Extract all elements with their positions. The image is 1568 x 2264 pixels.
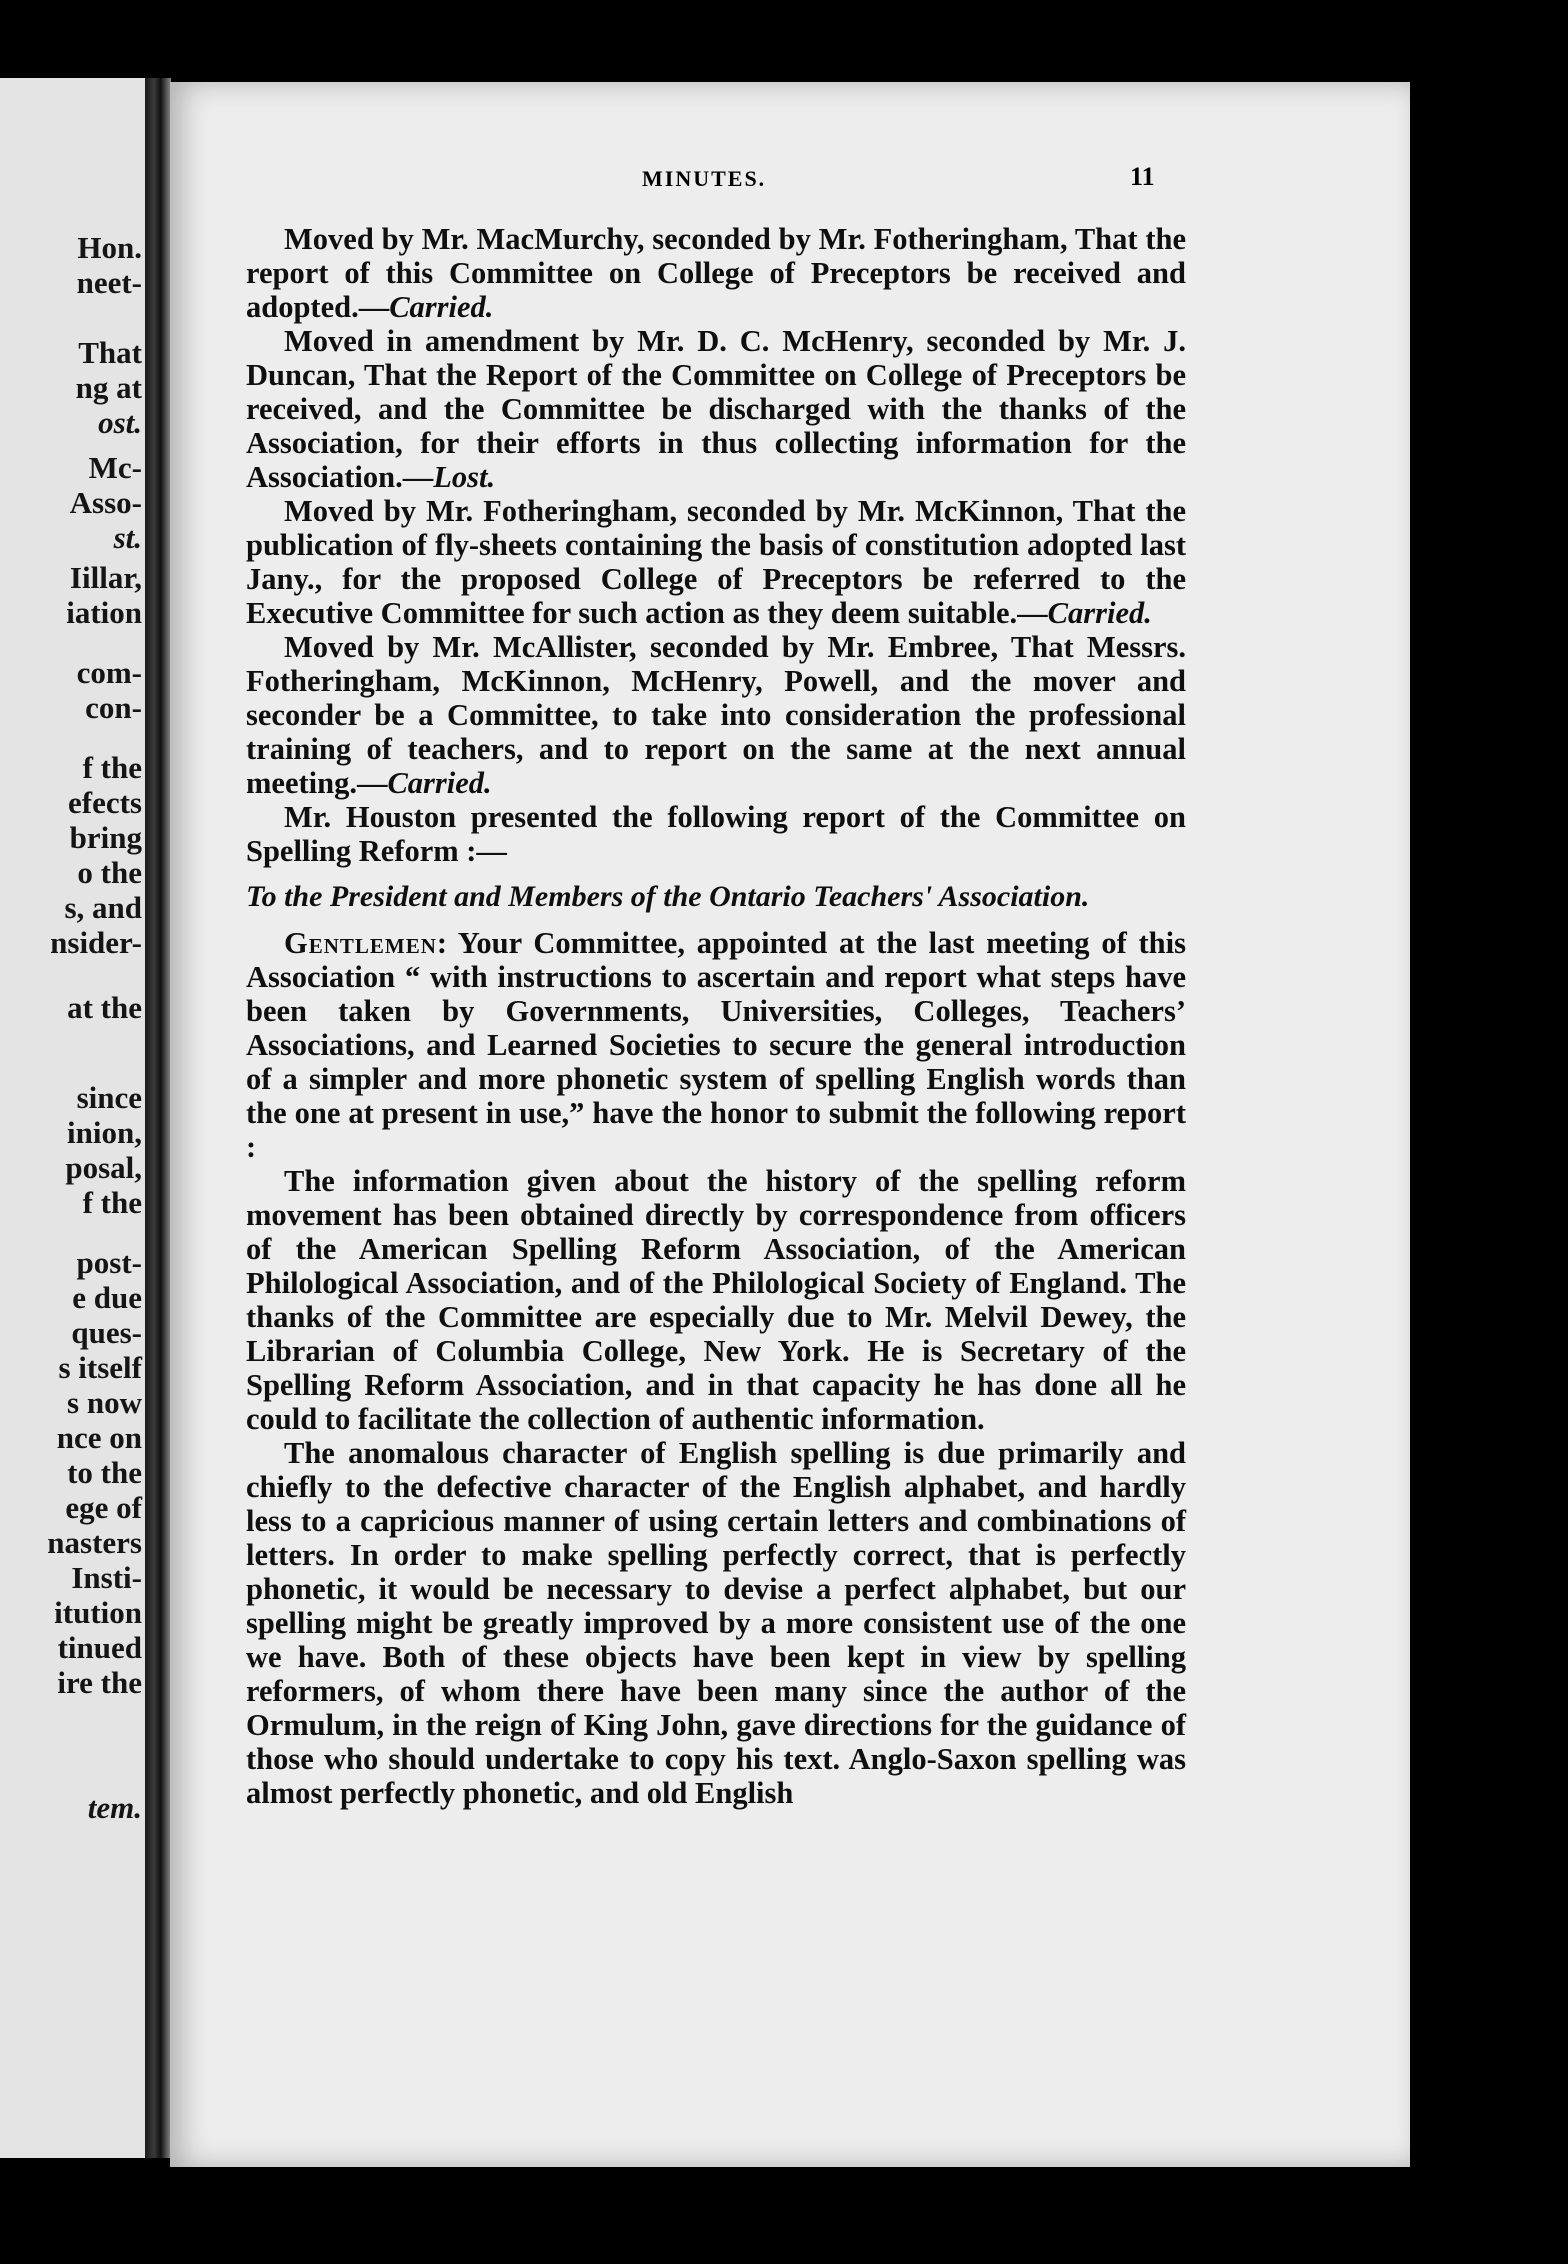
motion-verdict: Carried. [1047,596,1152,630]
paragraph-motion-1 [246,222,1186,324]
motion-verdict: Carried. [389,290,494,324]
running-head [170,162,1190,206]
salutation: Gentlemen [284,926,437,960]
facing-page-text-fragment: since [76,1080,142,1115]
paragraph-motion-2 [246,494,1186,630]
paragraph-text: Moved by Mr. McAllister, seconded by Mr. Embree, That Messrs. Fotheringham, McKinnon, McHenry, Powell, and the mover and seconder be a Committee, to take into consideration the professional training of teachers, and to report on the same at the next annual meeting.— [246,630,1186,800]
running-head-title: MINUTES. [642,166,767,191]
paragraph-motion-3 [246,630,1186,800]
facing-page-text-fragment: o the [77,855,142,890]
motion-verdict: Lost. [433,460,496,494]
facing-page-text-fragment: s, and [64,890,142,925]
report-heading: To the President and Members of the Ontario Teachers' Association. [246,880,1090,913]
facing-page-text-fragment: iation [66,595,142,630]
facing-page-text-fragment: That [78,335,142,370]
facing-page-text-fragment: com- [76,655,142,690]
facing-page-text-fragment: ire the [57,1665,142,1700]
facing-page-text-fragment: nce on [56,1420,142,1455]
facing-page-text-fragment: post- [76,1245,142,1280]
facing-page-text-fragment: e due [72,1280,142,1315]
facing-page-text-fragment: Hon. [77,230,142,265]
facing-page-text-fragment: posal, [65,1150,142,1185]
paragraph-salutation [246,926,1186,1164]
facing-page-text-fragment: Iillar, [69,560,142,595]
facing-page-text-fragment: nsider- [50,925,142,960]
facing-page-text-fragment: st. [113,520,142,555]
facing-page-text-fragment: itution [54,1595,142,1630]
paragraph-text: Moved in amendment by Mr. D. C. McHenry, seconded by Mr. J. Duncan, That the Report of the Committee on College of Preceptors be received, and the Committee be discharged with the thanks of the Association, for their efforts in thus collecting information for the Association.— [246,324,1186,494]
facing-page-text-fragment: ost. [98,405,142,440]
paragraph-text: Moved by Mr. MacMurchy, seconded by Mr. Fotheringham, That the report of this Committee on College of Preceptors be received and adopted.— [246,222,1186,324]
paragraph-text: Mr. Houston presented the following report of the Committee on Spelling Reform :— [246,800,1186,868]
paragraph-text: Moved by Mr. Fotheringham, seconded by Mr. McKinnon, That the publication of fly-sheets containing the basis of constitution adopted last Jany., for the proposed College of Preceptors be referred to the Executive Committee for such action as they deem suitable.— [246,494,1186,630]
paragraph-amendment [246,324,1186,494]
facing-page-text-fragment: efects [68,785,142,820]
facing-page-text-fragment: tem. [87,1790,142,1825]
paragraph-text: The anomalous character of English spelling is due primarily and chiefly to the defective character of the English alphabet, and hardly less to a capricious manner of using certain letters and combinations of letters. In order to make spelling perfectly correct, that is perfectly phonetic, it would be necessary to devise a perfect alphabet, but our spelling might be greatly improved by a more consistent use of the one we have. Both of these objects have been kept in view by spelling reformers, of whom there have been many since the author of the Ormulum, in the reign of King John, gave directions for the guidance of those who should undertake to copy his text. Anglo-Saxon spelling was almost perfectly phonetic, and old English [246,1436,1186,1810]
facing-page-text-fragment: f the [82,750,142,785]
paragraph-text: : Your Committee, appointed at the last meeting of this Association “ with instructions to ascertain and report what steps have been taken by Governments, Universities, Colleges, Teachers’ Associations, and Learned Societies to secure the general introduction of a simpler and more phonetic system of spelling English words than the one at present in use,” have the honor to submit the following report : [246,926,1186,1164]
paragraph-anomalous [246,1436,1186,1810]
facing-page-text-fragment: s itself [58,1350,142,1385]
book-gutter [145,78,171,2158]
facing-page-text-fragment: tinued [57,1630,142,1665]
facing-page-text-fragment: ng at [75,370,142,405]
facing-page-text-fragment: to the [67,1455,142,1490]
facing-page-text-fragment: inion, [67,1115,142,1150]
paragraph-information [246,1164,1186,1436]
paragraph-text: The information given about the history of the spelling reform movement has been obtained directly by correspondence from officers of the American Spelling Reform Association, of the American Philological Association, and of the Philological Society of England. The thanks of the Committee are especially due to Mr. Melvil Dewey, the Librarian of Columbia College, New York. He is Secretary of the Spelling Reform Association, and in that capacity he has done all he could to facilitate the collection of authentic information. [246,1164,1186,1436]
facing-page-text-fragment: f the [82,1185,142,1220]
facing-page-text-fragment: Asso- [69,485,142,520]
facing-page-text-fragment: s now [67,1385,142,1420]
facing-page-text-fragment: bring [69,820,142,855]
facing-page-text-fragment: ques- [71,1315,142,1350]
facing-page-text-fragment: at the [67,990,142,1025]
paragraph-report-intro [246,800,1186,868]
page-number: 11 [1130,162,1155,191]
book-page [170,82,1410,2167]
facing-page-text-fragment: ege of [65,1490,142,1525]
page-body [246,222,1186,1810]
facing-page-text-fragment: Insti- [71,1560,142,1595]
facing-page-fragment [0,78,160,2158]
facing-page-text-fragment: Mc- [88,450,142,485]
facing-page-text-fragment: nasters [47,1525,142,1560]
facing-page-text-fragment: neet- [76,265,142,300]
facing-page-text-fragment: con- [85,690,142,725]
motion-verdict: Carried. [387,766,492,800]
